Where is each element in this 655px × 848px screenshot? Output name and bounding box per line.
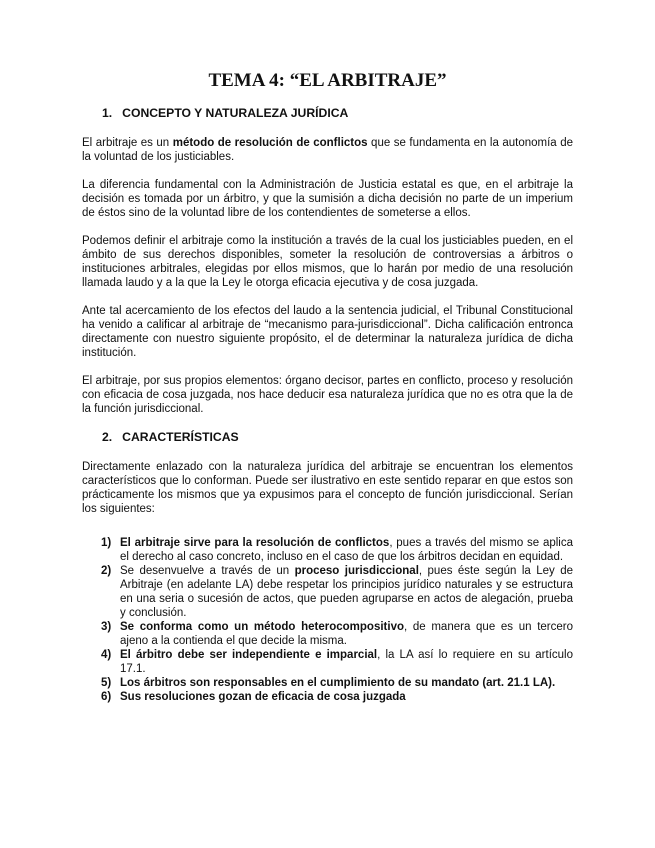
section-1-title: CONCEPTO Y NATURALEZA JURÍDICA (122, 106, 349, 120)
section-2-number: 2. (102, 430, 113, 444)
paragraph-definition-before: El arbitraje es un (82, 137, 173, 149)
list-item-text (120, 564, 573, 620)
list-item-before: Se desenvuelve a través de un (120, 565, 295, 577)
list-item-after: , de manera que es un tercero ajeno a la contienda el que decide la misma. (120, 621, 573, 647)
list-item-number: 5) (101, 677, 112, 689)
list-item-text (120, 690, 573, 704)
paragraph-difference: La diferencia fundamental con la Administración de Justicia estatal es que, en el arbitraje la decisión es tomada por un árbitro, y que la sumisión a dicha decisión no parte de un imperium de éstos sino de la voluntad libre de los contendientes de someterse a ellos. (82, 179, 573, 219)
paragraph-nature: El arbitraje, por sus propios elementos: órgano decisor, partes en conflicto, proceso y resolución con eficacia de cosa juzgada, nos hace deducir esa naturaleza jurídica que no es otra que la de la función jurisdiccional. (82, 375, 573, 415)
characteristics-list (82, 536, 573, 704)
list-item-bold: Sus resoluciones gozan de eficacia de cosa juzgada (120, 691, 406, 703)
list-item-text (120, 620, 573, 648)
list-item-text (120, 676, 573, 690)
list-item-number: 3) (101, 621, 112, 633)
list-item (82, 564, 573, 620)
list-item-number: 1) (101, 537, 112, 549)
list-item-after: , pues éste según la Ley de Arbitraje (en adelante LA) debe respetar los principios jurídico naturales y se estructura en una seria o sucesión de actos, que pueden agruparse en actos de alegación, prueba y conclusión. (120, 565, 574, 619)
list-item-text (120, 648, 573, 676)
list-item (82, 620, 573, 648)
list-item-number: 4) (101, 649, 112, 661)
list-item-text (120, 536, 573, 564)
paragraph-definition-after: que se fundamenta en la autonomía de la voluntad de los justiciables. (82, 137, 573, 163)
list-item (82, 648, 573, 676)
list-item-bold: Se conforma como un método heterocompositivo (120, 621, 404, 633)
list-item-bold: proceso jurisdiccional (294, 565, 419, 577)
list-item (82, 536, 573, 564)
section-2-title: CARACTERÍSTICAS (122, 430, 239, 444)
paragraph-institution: Podemos definir el arbitraje como la institución a través de la cual los justiciables pueden, en el ámbito de sus derechos disponibles, someter la resolución de controversias a árbitros o instituciones arbitrales, elegidas por ellos mismos, que lo harán por medio de una resolución llamada laudo y a la que la Ley le otorga eficacia ejecutiva y de cosa juzgada. (82, 235, 573, 289)
list-item (82, 690, 573, 704)
list-item (82, 676, 573, 690)
section-1-number: 1. (102, 106, 113, 120)
paragraph-definition (82, 136, 573, 164)
document-title: TEMA 4: “EL ARBITRAJE” (208, 70, 447, 91)
list-item-number: 2) (101, 565, 112, 577)
list-item-number: 6) (101, 691, 112, 703)
list-item-bold: El arbitraje sirve para la resolución de conflictos (120, 537, 390, 549)
paragraph-laudo: Ante tal acercamiento de los efectos del laudo a la sentencia judicial, el Tribunal Constitucional ha venido a calificar al arbitraje de “mecanismo para-jurisdiccional”. Dicha calificación entronca directamente con nuestro siguiente propósito, el de determinar la naturaleza jurídica de dicha institución. (82, 305, 573, 359)
list-item-bold: Los árbitros son responsables en el cumplimiento de su mandato (art. 21.1 LA). (120, 677, 556, 689)
list-item-bold: El árbitro debe ser independiente e imparcial (120, 649, 378, 661)
section-1-heading (82, 106, 573, 120)
list-item-after: , la LA así lo requiere en su artículo 17.1. (120, 649, 573, 675)
list-item-after: , pues a través del mismo se aplica el derecho al caso concreto, incluso en el caso de que los árbitros decidan en equidad. (120, 537, 573, 563)
paragraph-definition-bold: método de resolución de conflictos (172, 137, 368, 149)
paragraph-characteristics-intro: Directamente enlazado con la naturaleza jurídica del arbitraje se encuentran los elementos característicos que lo conforman. Puede ser ilustrativo en este sentido reparar en que estos son prácticamente los mismos que ya expusimos para el concepto de función jurisdiccional. Serían los siguientes: (82, 461, 573, 515)
section-2-heading (82, 430, 573, 444)
